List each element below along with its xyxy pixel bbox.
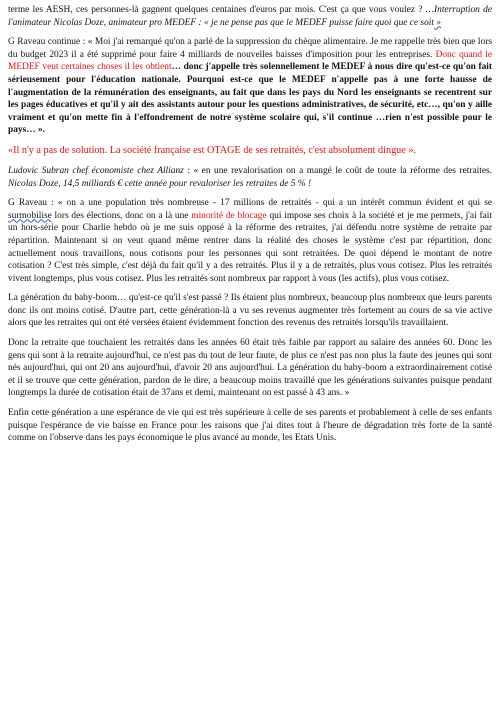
paragraph-2 (8, 36, 492, 137)
paragraph-baby-boom: La génération du baby-boom… qu'est-ce qu'il s'est passé ? Ils étaient plus nombreux, beaucoup plus nombreux que leurs parents donc ils ont moins cotisé. D'autre part, cette génération-là a vu ses revenus augmenter très fortement au cours de sa vie active alors que les retraites qui ont été versées étaient évidemment fonction des revenus des retraités lorsqu'ils travaillaient. (8, 293, 492, 329)
paragraph-esperance-vie: Enfin cette génération a une espérance de vie qui est très supérieure à celle de ses parents et probablement à celle de ses enfants puisque l'espérance de vie baisse en France pour les raisons que j'ai dites tout à l'heure de dégradation très forte de la santé comme on l'observe dans les pays économique le plus avancé au monde, les Etats Unis. (8, 408, 492, 444)
raveau-quote-start: G Raveau continue : « Moi j'ai remarqué qu'on a parlé de la suppression du chèque alimentaire. Je me rappelle très bien que lors du budget 2023 il a été supprimé pour faire 4 milliards de nouvelles baisses d'imposition pour les entreprises. (8, 37, 492, 60)
interruption-end: » (433, 17, 442, 28)
surmobilise-word: surmobilise (8, 210, 52, 221)
paragraph-subran (8, 165, 492, 190)
red-highlight-medef: Donc quand le MEDEF veut certaines choses il les obtient (8, 49, 493, 73)
paragraph-1 (8, 4, 492, 29)
raveau-quote-bold: … donc j'appelle très solennellement le MEDEF à nous dire qu'est-ce qu'on fait sérieusement pour l'éducation nationale. Pourquoi est-ce que le MEDEF n'appelle pas à une forte hausse de l'augmentation de la rémunération des enseignants, au fait que dans les pays du Nord les enseignants se recentrent sur les pages éducatives et qu'il y ait des assistants autour pour les questions administratives, de sécurité, etc…, qu'on y aille vraiment et qu'on mette fin à l'effondrement de notre système scolaire qui, s'il continue …rien n'est possible pour le pays… ». (8, 62, 492, 136)
interruption-note: …Interruption de l'animateur Nicolas Doze, animateur pro MEDEF : « je ne pense pas que le MEDEF puisse faire quoi que ce soit (8, 5, 492, 28)
minorite-blocage-highlight: minorité de blocage (191, 210, 267, 221)
red-quote-otage: «Il n'y a pas de solution. La société française est OTAGE de ses retraités, c'est absolument dingue ». (8, 144, 416, 156)
retraites-part-2: lors des élections, donc on a là une (51, 210, 192, 221)
subran-attribution: Ludovic Subran chef économiste chez Allianz (8, 165, 184, 176)
retraites-part-1: G Raveau : « on a une population très nombreuse - 17 millions de retraités - qui a un intérêt commun évident et qui se (8, 198, 492, 209)
paragraph-1-text: terme les AESH, ces personnes-là gagnent quelques centaines d'euros par mois. C'est ça que vous voulez ? (8, 5, 426, 15)
paragraph-raveau-retraites (8, 197, 492, 285)
subran-quote: : « en une revalorisation on a mangé le coût de toute la réforme des retraites. (183, 165, 492, 176)
doze-note: Nicolas Doze, 14,5 milliards € cette année pour revaloriser les retraites de 5 % ! (8, 178, 312, 189)
retraites-part-3: qui impose ses choix à la société et je me permets, j'ai fait un hors-série pour Charlie hebdo où je me suis opposé à la réforme des retraites, j'ai défendu notre système de retraite par répartition. Maintenant si on veut quand même rentrer dans la réalité des choses le système c'est par répartition, donc actuellement nous travaillons, nous cotisons pour les personnes qui sont retraitées. De quoi dépend le montant de notre cotisation ? C'est très simple, c'est déjà du fait qu'il y a des retraités. Plus il y a de retraités, plus vous cotisez. Plus les retraités vivent longtemps, plus vous cotisez. Plus les retraités sont nombreux par rapport à vous (les actifs), plus vous cotisez. (8, 210, 492, 284)
paragraph-annees-60: Donc la retraite que touchaient les retraités dans les années 60 était très faible par rapport au salaire des années 60. Donc les gens qui sont à la retraite aujourd'hui, ce n'est pas du tout de leur faute, de plus ce n'est pas non plus la faute des jeunes qui sont nés aujourd'hui, qui ont 20 ans aujourd'hui, d'avoir 20 ans aujourd'hui. La génération du baby-boom a extraordinairement cotisé et il se trouve que cette génération, pardon de le dire, a beaucoup moins travaillé que les générations suivantes puisque pendant longtemps la durée de cotisation était de 37ans et demi, maintenant on est passé à 43 ans. » (8, 338, 492, 399)
